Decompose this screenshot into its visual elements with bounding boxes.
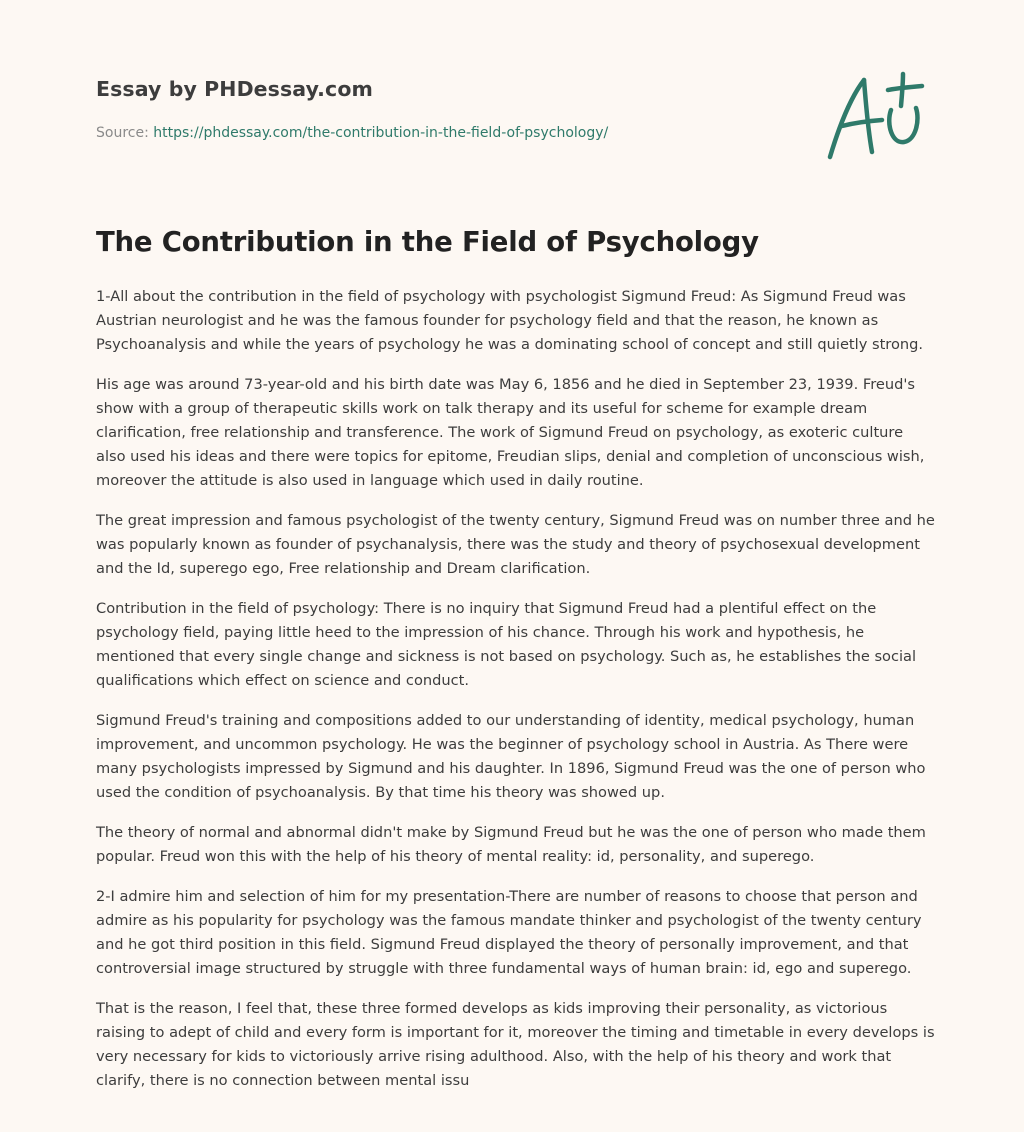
essay-paragraph: 2-I admire him and selection of him for my presentation-There are number of reasons to choose that person and admire as his popularity for psychology was the famous mandate thinker and psychologist of the twenty century and he got third position in this field. Sigmund Freud displayed the theory of personally improvement, and that controversial image structured by struggle with three fundamental ways of human brain: id, ego and superego. xyxy=(96,888,922,977)
source-link[interactable]: https://phdessay.com/the-contribution-in-the-field-of-psychology/ xyxy=(153,125,609,141)
essay-paragraph: His age was around 73-year-old and his birth date was May 6, 1856 and he died in September 23, 1939. Freud's show with a group of therapeutic skills work on talk therapy and its useful for scheme for example dream clarification, free relationship and transference. The work of Sigmund Freud on psychology, as exoteric culture also used his ideas and there were topics for epitome, Freudian slips, denial and completion of unconscious wish, moreover the attitude is also used in language which used in daily routine. xyxy=(96,376,925,489)
essay-paragraph: 1-All about the contribution in the field of psychology with psychologist Sigmund Freud: As Sigmund Freud was Austrian neurologist and he was the famous founder for psychology field and that the reason, he known as Psychoanalysis and while the years of psychology he was a dominating school of concept and still quietly strong. xyxy=(96,288,924,353)
essay-body xyxy=(96,285,936,1109)
essay-paragraph: That is the reason, I feel that, these three formed develops as kids improving their personality, as victorious raising to adept of child and every form is important for it, moreover the timing and timetable in every develops is very necessary for kids to victoriously arrive rising adulthood. Also, with the help of his theory and work that clarify, there is no connection between mental issu xyxy=(96,1000,935,1089)
essay-paragraph: The theory of normal and abnormal didn't make by Sigmund Freud but he was the one of person who made them popular. Freud won this with the help of his theory of mental reality: id, personality, and superego. xyxy=(96,824,926,865)
essay-paragraph: Sigmund Freud's training and compositions added to our understanding of identity, medical psychology, human improvement, and uncommon psychology. He was the beginner of psychology school in Austria. As There were many psychologists impressed by Sigmund and his daughter. In 1896, Sigmund Freud was the one of person who used the condition of psychoanalysis. By that time his theory was showed up. xyxy=(96,712,926,801)
source-line xyxy=(96,125,608,141)
essay-paragraph: The great impression and famous psychologist of the twenty century, Sigmund Freud was on number three and he was popularly known as founder of psychanalysis, there was the study and theory of psychosexual development and the Id, superego ego, Free relationship and Dream clarification. xyxy=(96,512,935,577)
site-brand: Essay by PHDessay.com xyxy=(96,77,373,101)
essay-paragraph: Contribution in the field of psychology: There is no inquiry that Sigmund Freud had a plentiful effect on the psychology field, paying little heed to the impression of his chance. Through his work and hypothesis, he mentioned that every single change and sickness is not based on psychology. Such as, he establishes the social qualifications which effect on science and conduct. xyxy=(96,600,917,689)
essay-title: The Contribution in the Field of Psychology xyxy=(96,226,759,258)
a-plus-grade-icon xyxy=(824,68,928,164)
source-label: Source: xyxy=(96,125,154,141)
